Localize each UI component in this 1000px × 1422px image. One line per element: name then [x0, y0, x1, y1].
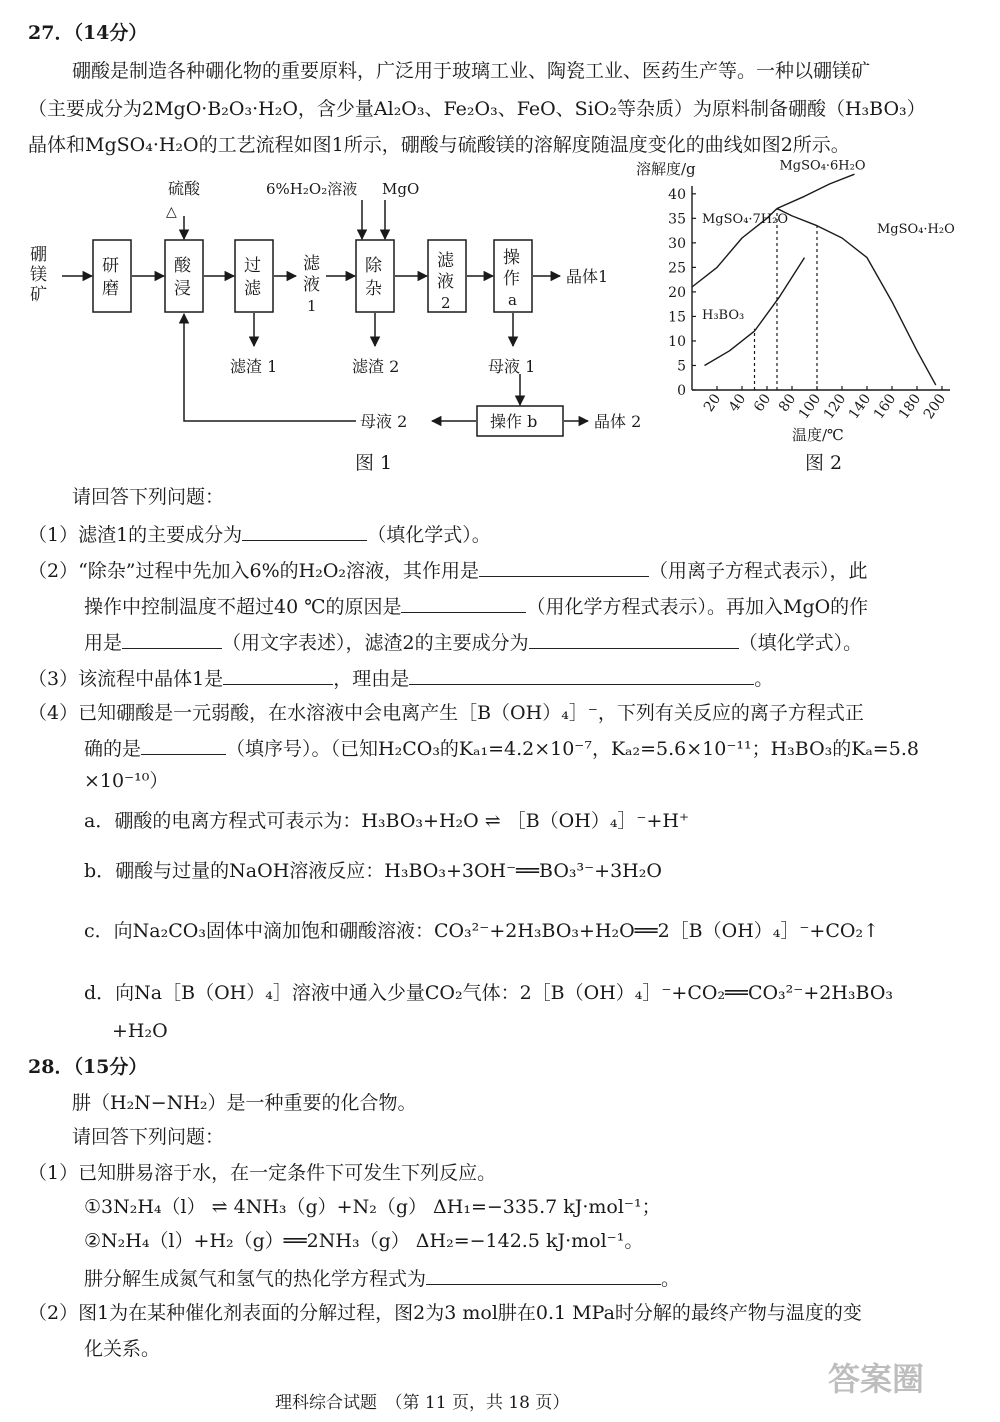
answer-blank-p3-reason[interactable] [409, 664, 754, 685]
q27-part2-line3: 用是 （用文字表述），滤渣2的主要成分为 （填化学式）。 [84, 628, 862, 656]
svg-text:除: 除 [365, 256, 382, 276]
y-tick-label: 10 [668, 333, 686, 350]
y-tick-label: 20 [668, 284, 686, 301]
svg-text:酸: 酸 [174, 256, 191, 276]
series-line [777, 174, 855, 208]
answer-blank-p4[interactable] [141, 734, 226, 755]
answer-blank-q28-p1[interactable] [426, 1264, 661, 1285]
flow-heat-symbol: △ [166, 204, 177, 220]
y-tick-label: 35 [668, 211, 686, 228]
grind-box [93, 240, 131, 312]
answer-blank-p2-mgo[interactable] [122, 628, 222, 649]
x-tick-label: 180 [895, 391, 925, 423]
option-d-continued: +H₂O [112, 1020, 168, 1042]
y-tick-label: 25 [668, 260, 686, 277]
option-b: b．硼酸与过量的NaOH溶液反应：H₃BO₃+3OH⁻══BO₃³⁻+3H₂O [84, 860, 662, 882]
q28-intro: 肼（H₂N−NH₂）是一种重要的化合物。 [72, 1092, 417, 1114]
answer-blank-p2-temp[interactable] [401, 592, 526, 613]
series-label: MgSO₄·7H₂O [702, 212, 789, 228]
q27-intro-line-3: 晶体和MgSO₄·H₂O的工艺流程如图1所示，硼酸与硫酸镁的溶解度随温度变化的曲线如图2所示。 [28, 134, 850, 156]
watermark-logo: 答案圈 [828, 1360, 925, 1398]
q27-part1: （1）滤渣1的主要成分为 （填化学式）。 [28, 520, 491, 548]
y-tick-label: 30 [668, 235, 686, 252]
svg-text:杂: 杂 [365, 279, 382, 299]
svg-text:研: 研 [102, 256, 119, 276]
answer-blank-p2-ionic[interactable] [479, 556, 649, 577]
q28-reaction-1: ①3N₂H₄（l） ⇌ 4NH₃（g）+N₂（g） ΔH₁=−335.7 kJ·mol⁻¹； [84, 1196, 661, 1218]
svg-text:液: 液 [303, 275, 320, 295]
q28-part2-line2: 化关系。 [84, 1338, 161, 1360]
flow-crystal1: 晶体1 [566, 267, 609, 286]
flow-op-b: 操作 b [490, 412, 538, 431]
flow-crystal2: 晶体 2 [594, 412, 642, 431]
flow-residue1: 滤渣 1 [230, 357, 278, 376]
x-tick-label: 100 [795, 391, 825, 423]
svg-text:2: 2 [441, 294, 451, 312]
flow-residue2: 滤渣 2 [352, 357, 400, 376]
flow-diagram [20, 168, 650, 448]
q27-part2-line2: 操作中控制温度不超过40 ℃的原因是 （用化学方程式表示）。再加入MgO的作 [84, 592, 868, 620]
q27-part3: （3）该流程中晶体1是 ，理由是 。 [28, 664, 773, 692]
answer-blank-p3-crystal[interactable] [223, 664, 333, 685]
leach-box [165, 240, 203, 312]
svg-text:1: 1 [307, 297, 317, 315]
q27-part4-line2: 确的是 （填序号）。（已知H₂CO₃的Kₐ₁=4.2×10⁻⁷，Kₐ₂=5.6×10⁻¹¹；H₃BO₃的Kₐ=5.8 [84, 734, 919, 762]
flow-mgo: MgO [382, 180, 420, 198]
x-tick-label: 80 [775, 391, 800, 415]
y-tick-label: 40 [668, 186, 686, 203]
q27-part2-line1: （2）“除杂”过程中先加入6%的H₂O₂溶液，其作用是 （用离子方程式表示），此 [28, 556, 868, 584]
x-tick-label: 40 [725, 391, 750, 415]
q28-prompt: 请回答下列问题： [72, 1126, 225, 1148]
x-tick-label: 160 [870, 391, 900, 423]
y-tick-label: 0 [677, 383, 686, 399]
x-tick-label: 20 [700, 391, 725, 415]
svg-text:液: 液 [437, 272, 454, 292]
flow-input-char-1: 硼 [30, 245, 47, 265]
q27-prompt: 请回答下列问题： [72, 486, 225, 508]
q28-part1-ask: 肼分解生成氮气和氢气的热化学方程式为 。 [84, 1264, 680, 1292]
svg-text:操: 操 [503, 248, 520, 268]
y-tick-label: 5 [677, 358, 686, 375]
series-label: MgSO₄·6H₂O [779, 158, 866, 174]
chart-ylabel: 溶解度/g [636, 160, 696, 178]
solubility-chart [630, 150, 990, 470]
figure1-caption: 图 1 [355, 452, 393, 474]
flow-h2o2: 6%H₂O₂溶液 [266, 180, 358, 198]
svg-text:滤: 滤 [244, 279, 261, 299]
option-c: c．向Na₂CO₃固体中滴加饱和硼酸溶液：CO₃²⁻+2H₃BO₃+H₂O══2［B（OH）₄］⁻+CO₂↑ [84, 920, 879, 942]
q28-header: 28．（15分） [28, 1056, 148, 1078]
svg-text:a: a [508, 291, 517, 309]
x-tick-label: 60 [750, 391, 775, 415]
flow-input-char-2: 镁 [30, 265, 47, 285]
flow-sulfuric-acid: 硫酸 [168, 179, 201, 198]
filter-box [235, 240, 273, 312]
x-tick-label: 120 [820, 391, 850, 423]
svg-text:滤: 滤 [303, 254, 320, 274]
figure2-caption: 图 2 [805, 452, 843, 474]
q28-reaction-2: ②N₂H₄（l）+H₂（g）══2NH₃（g） ΔH₂=−142.5 kJ·mol⁻¹。 [84, 1230, 644, 1252]
svg-text:过: 过 [244, 256, 261, 276]
q27-intro-line-1: 硼酸是制造各种硼化物的重要原料，广泛用于玻璃工业、陶瓷工业、医药生产等。一种以硼镁矿 [72, 60, 871, 82]
q27-part4-line3: ×10⁻¹⁰） [84, 770, 169, 792]
option-d: d．向Na［B（OH）₄］溶液中通入少量CO₂气体：2［B（OH）₄］⁻+CO₂══CO₃²⁻+2H₃BO₃ [84, 982, 894, 1004]
series-label: H₃BO₃ [702, 307, 745, 323]
svg-text:作: 作 [503, 269, 520, 289]
q28-part2-line1: （2）图1为在某种催化剂表面的分解过程，图2为3 mol肼在0.1 MPa时分解的最终产物与温度的变 [28, 1302, 862, 1324]
x-tick-label: 140 [845, 391, 875, 423]
answer-blank-p1[interactable] [242, 520, 367, 541]
flow-mother1: 母液 1 [488, 357, 536, 376]
remove-impurity-box [356, 240, 394, 312]
page-footer: 理科综合试题 （第 11 页，共 18 页） [275, 1393, 570, 1413]
y-tick-label: 15 [668, 309, 686, 326]
q28-part1: （1）已知肼易溶于水，在一定条件下可发生下列反应。 [28, 1162, 497, 1184]
option-a: a．硼酸的电离方程式可表示为：H₃BO₃+H₂O ⇌ ［B（OH）₄］⁻+H⁺ [84, 810, 689, 832]
svg-text:浸: 浸 [174, 279, 191, 299]
flow-input-char-3: 矿 [30, 285, 47, 305]
q27-intro-line-2: （主要成分为2MgO·B₂O₃·H₂O，含少量Al₂O₃、Fe₂O₃、FeO、SiO₂等杂质）为原料制备硼酸（H₃BO₃） [28, 98, 926, 120]
svg-text:磨: 磨 [102, 279, 119, 299]
flow-mother2: 母液 2 [360, 412, 408, 431]
series-label: MgSO₄·H₂O [877, 222, 955, 238]
svg-text:滤: 滤 [437, 251, 454, 271]
chart-xlabel: 温度/℃ [792, 426, 844, 444]
answer-blank-p2-residue2[interactable] [529, 628, 739, 649]
q27-header: 27．（14分） [28, 22, 148, 44]
x-tick-label: 200 [920, 391, 950, 423]
q27-part4-line1: （4）已知硼酸是一元弱酸，在水溶液中会电离产生［B（OH）₄］⁻，下列有关反应的离子方程式正 [28, 702, 864, 724]
